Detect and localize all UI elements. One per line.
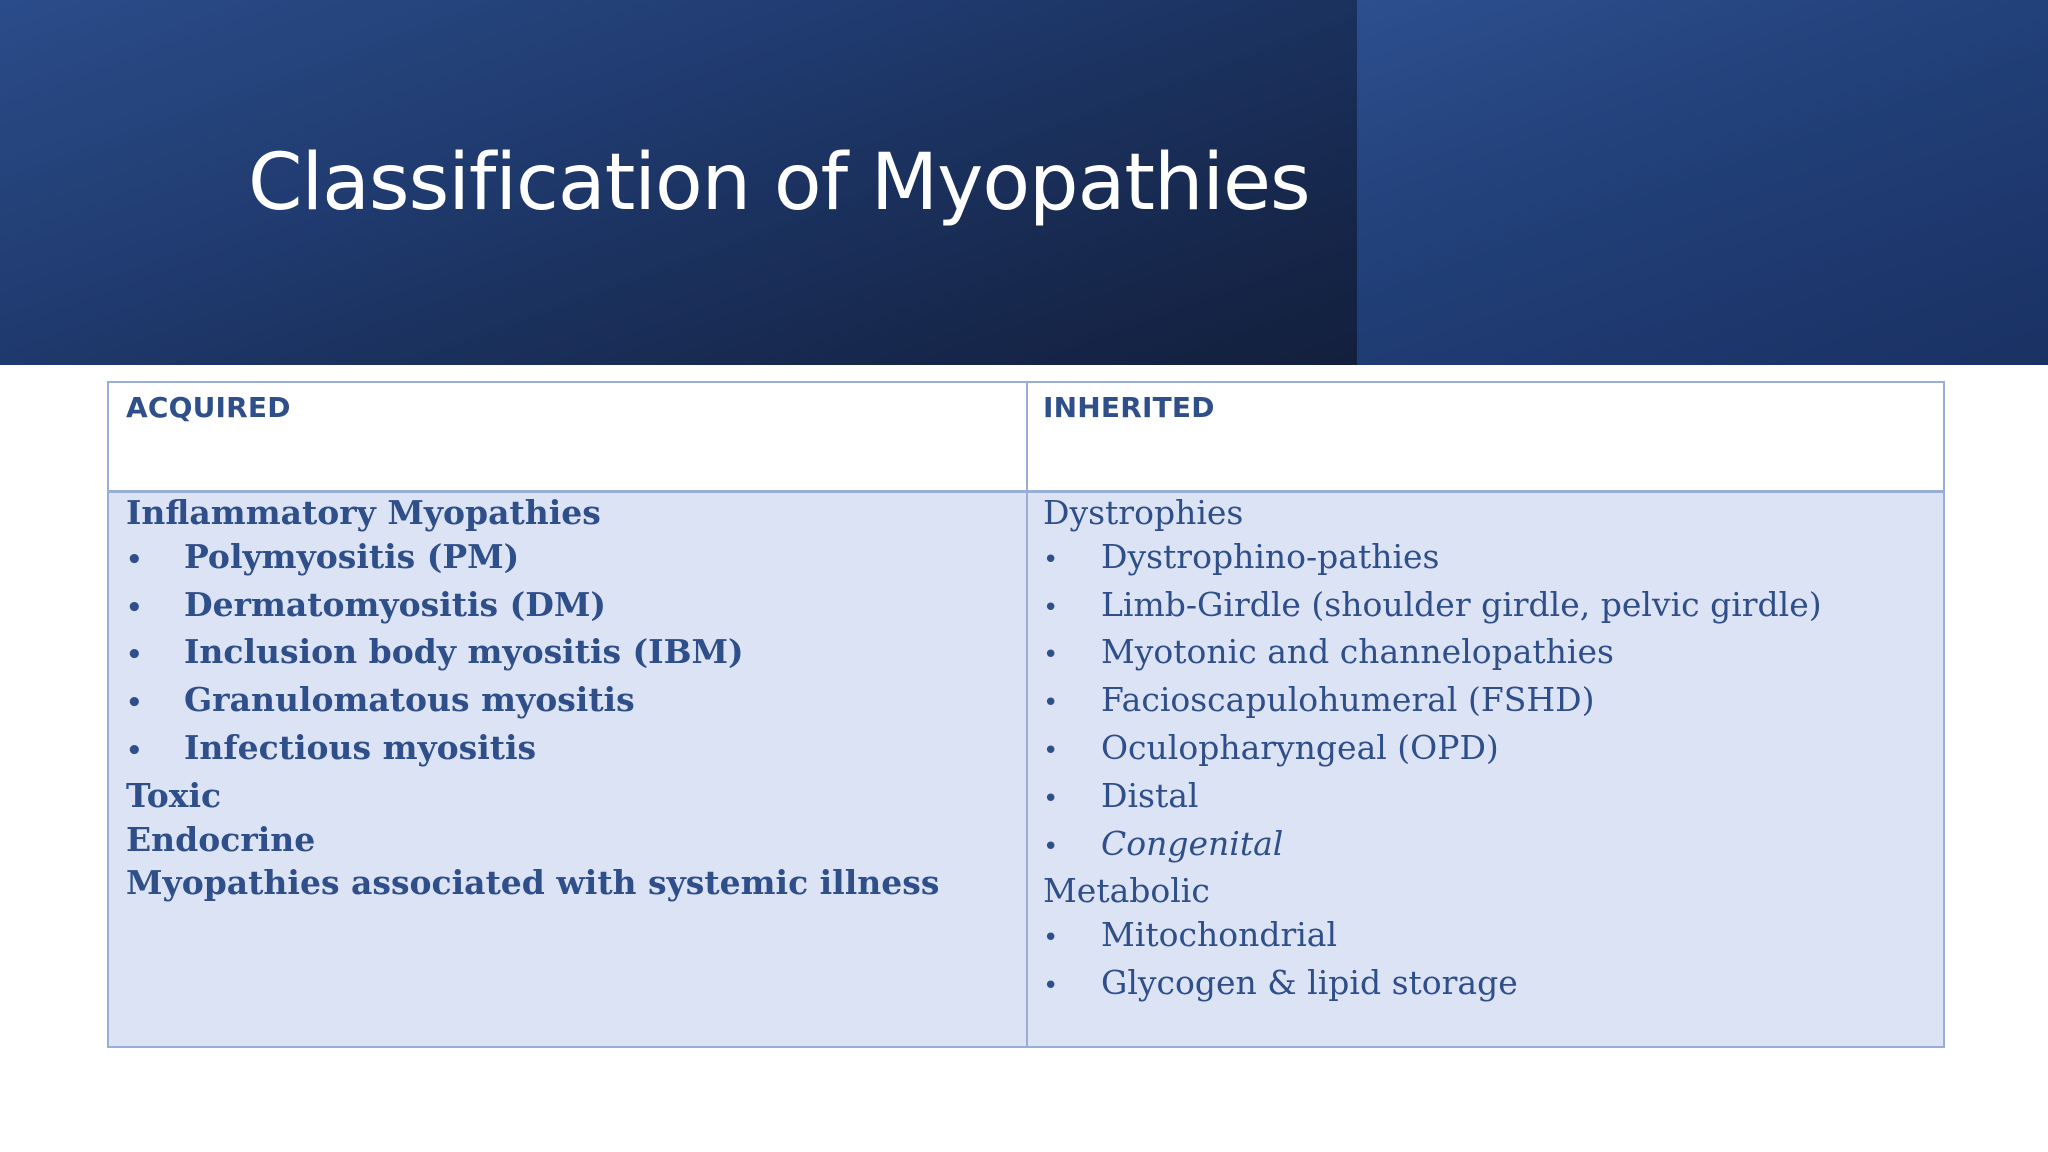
list-item [1043, 726, 1822, 774]
list-item-label: Dermatomyositis (DM) [184, 584, 606, 624]
list-item [126, 630, 939, 678]
bullet-icon: • [1043, 970, 1059, 1001]
header-acquired: ACQUIRED [126, 391, 291, 424]
acquired-heading-systemic: Myopathies associated with systemic illness [126, 863, 940, 903]
bullet-icon: • [1043, 831, 1059, 862]
inherited-heading-dystrophies: Dystrophies [1043, 493, 1244, 532]
bullet-icon: • [126, 735, 143, 766]
bullet-icon: • [1043, 688, 1059, 719]
list-item-label: Infectious myositis [184, 727, 537, 767]
list-item-label: Granulomatous myositis [184, 680, 635, 720]
list-item [1043, 583, 1822, 631]
list-item-label: Mitochondrial [1101, 915, 1338, 955]
column-divider [1026, 383, 1028, 1046]
acquired-heading-toxic: Toxic [126, 775, 222, 815]
list-item-label: Inclusion body myositis (IBM) [184, 632, 744, 672]
list-item-label: Congenital [1101, 823, 1284, 863]
inherited-column [1043, 491, 1822, 1009]
bullet-icon: • [1043, 640, 1059, 671]
bullet-icon: • [1043, 592, 1059, 623]
slide-title: Classification of Myopathies [248, 138, 1310, 228]
inherited-heading-metabolic: Metabolic [1043, 871, 1210, 911]
classification-table [107, 381, 1945, 1048]
bullet-icon: • [1043, 735, 1059, 766]
bullet-icon: • [126, 592, 143, 623]
list-item [1043, 961, 1822, 1009]
bullet-icon: • [1043, 923, 1059, 954]
list-item [1043, 822, 1822, 870]
list-item [126, 678, 939, 726]
bullet-icon: • [126, 640, 143, 671]
list-item-label: Dystrophino-pathies [1101, 536, 1440, 576]
title-banner-accent [1357, 0, 2048, 365]
list-item [1043, 913, 1822, 961]
list-item [1043, 678, 1822, 726]
list-item-label: Distal [1101, 775, 1199, 815]
list-item [126, 535, 939, 583]
acquired-heading-endocrine: Endocrine [126, 819, 316, 859]
list-item [126, 583, 939, 631]
acquired-column [126, 491, 939, 905]
list-item [1043, 774, 1822, 822]
bullet-icon: • [126, 544, 143, 575]
list-item-label: Facioscapulohumeral (FSHD) [1101, 680, 1595, 720]
bullet-icon: • [126, 688, 143, 719]
acquired-heading-inflammatory: Inflammatory Myopathies [126, 493, 601, 532]
list-item [1043, 630, 1822, 678]
list-item-label: Polymyositis (PM) [184, 536, 520, 576]
list-item-label: Limb-Girdle (shoulder girdle, pelvic girdle) [1101, 584, 1822, 624]
list-item [1043, 535, 1822, 583]
list-item-label: Oculopharyngeal (OPD) [1101, 727, 1499, 767]
list-item [126, 726, 939, 774]
list-item-label: Myotonic and channelopathies [1101, 632, 1614, 672]
bullet-icon: • [1043, 544, 1059, 575]
list-item-label: Glycogen & lipid storage [1101, 962, 1518, 1002]
bullet-icon: • [1043, 783, 1059, 814]
header-inherited: INHERITED [1043, 391, 1215, 424]
